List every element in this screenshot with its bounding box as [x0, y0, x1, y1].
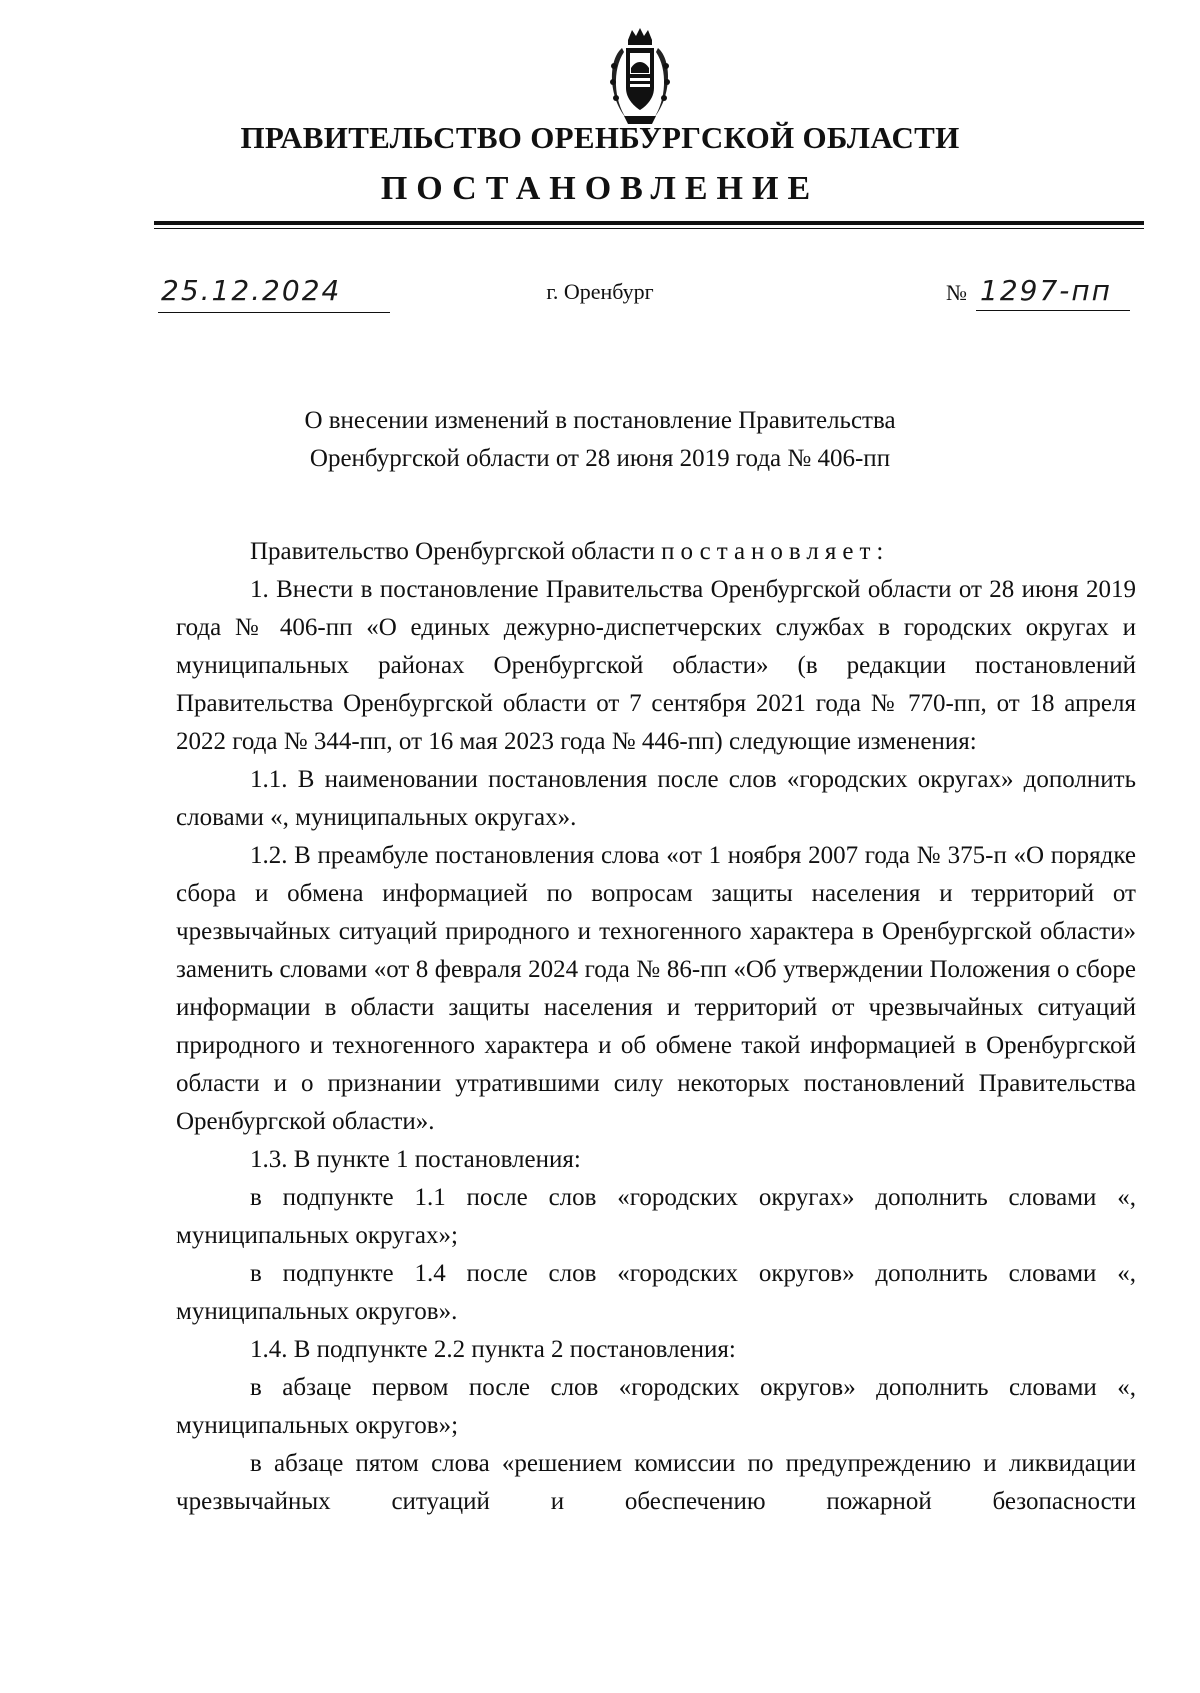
paragraph-1-3-b: в подпункте 1.4 после слов «городских округов» дополнить словами «, муниципальных округов». — [176, 1260, 1136, 1325]
document-date: 25.12.2024 — [161, 274, 342, 307]
coat-of-arms-icon — [600, 26, 680, 128]
header-divider-thin — [154, 228, 1144, 229]
number-sign: № — [946, 280, 967, 305]
subject-line-1: О внесении изменений в постановление Правительства — [304, 407, 896, 434]
intro-verb: постановляет: — [661, 538, 890, 565]
document-body — [176, 533, 1136, 1521]
document-number-field — [946, 272, 1146, 312]
paragraph-1: 1. Внести в постановление Правительства Оренбургской области от 28 июня 2019 года № 406-пп «О единых дежурно-диспетчерских службах в городских округах и муниципальных районах Оренбургской области» (в редакции постановлений Правительства Оренбургской области от 7 сентября 2021 года № 770-пп, от 18 апреля 2022 года № 344-пп, от 16 мая 2023 года № 446-пп) следующие изменения: — [176, 576, 1136, 755]
document-type-title: ПОСТАНОВЛЕНИЕ — [380, 170, 820, 207]
paragraph-1-1: 1.1. В наименовании постановления после слов «городских округах» дополнить словами «, муниципальных округах». — [176, 766, 1136, 831]
intro-paragraph — [176, 533, 1136, 571]
paragraph-1-3-a: в подпункте 1.1 после слов «городских округах» дополнить словами «, муниципальных округах»; — [176, 1184, 1136, 1249]
paragraph-1-4-b: в абзаце пятом слова «решением комиссии по предупреждению и ликвидации чрезвычайных ситуаций и обеспечению пожарной безопасности — [176, 1450, 1136, 1515]
intro-prefix: Правительство Оренбургской области — [250, 538, 655, 565]
organization-title: ПРАВИТЕЛЬСТВО ОРЕНБУРГСКОЙ ОБЛАСТИ — [240, 120, 960, 155]
document-subject — [0, 402, 1200, 478]
document-number: 1297-пп — [980, 274, 1112, 307]
header-divider-thick — [154, 221, 1144, 225]
subject-line-2: Оренбургской области от 28 июня 2019 года № 406-пп — [309, 445, 891, 472]
paragraph-1-4: 1.4. В подпункте 2.2 пункта 2 постановления: — [250, 1336, 736, 1363]
number-underline — [976, 310, 1130, 311]
paragraph-1-4-a: в абзаце первом после слов «городских округов» дополнить словами «, муниципальных округов»; — [176, 1374, 1136, 1439]
document-city: г. Оренбург — [546, 279, 654, 304]
paragraph-1-3: 1.3. В пункте 1 постановления: — [250, 1146, 581, 1173]
paragraph-1-2: 1.2. В преамбуле постановления слова «от 1 ноября 2007 года № 375-п «О порядке сбора и обмена информацией по вопросам защиты населения и территорий от чрезвычайных ситуаций природного и техногенного характера в Оренбургской области» заменить словами «от 8 февраля 2024 года № 86-пп «Об утверждении Положения о сборе информации в области защиты населения и территорий от чрезвычайных ситуаций природного и техногенного характера и об обмене такой информацией в Оренбургской области и о признании утратившими силу некоторых постановлений Правительства Оренбургской области». — [176, 842, 1136, 1135]
